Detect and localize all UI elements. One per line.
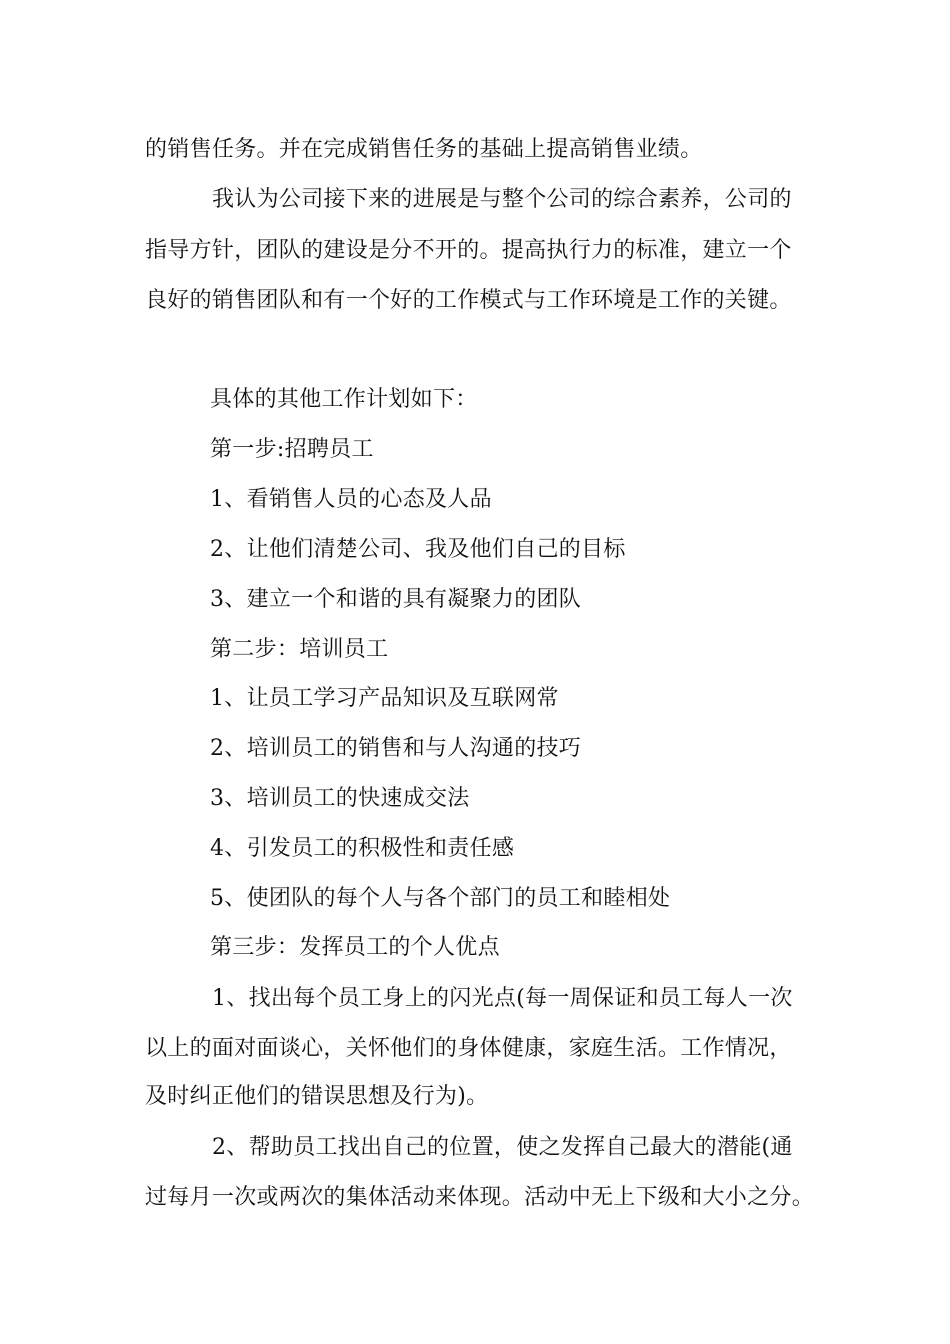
text-line: 2、帮助员工找出自己的位置，使之发挥自己最大的潜能(通 <box>212 1135 793 1160</box>
heading-step-2: 第二步：培训员工 <box>210 637 389 662</box>
heading-step-1: 第一步:招聘员工 <box>210 437 374 462</box>
list-item: 2、让他们清楚公司、我及他们自己的目标 <box>210 537 626 562</box>
text-line: 良好的销售团队和有一个好的工作模式与工作环境是工作的关键。 <box>145 288 792 313</box>
text-line: 1、找出每个员工身上的闪光点(每一周保证和员工每人一次 <box>212 986 793 1011</box>
text-line: 过每月一次或两次的集体活动来体现。活动中无上下级和大小之分。 <box>145 1185 815 1210</box>
list-item: 2、培训员工的销售和与人沟通的技巧 <box>210 736 582 761</box>
heading-step-3: 第三步：发挥员工的个人优点 <box>210 935 500 960</box>
text-line: 指导方针，团队的建设是分不开的。提高执行力的标准，建立一个 <box>145 238 792 263</box>
list-item: 3、培训员工的快速成交法 <box>210 786 470 811</box>
text-line: 的销售任务。并在完成销售任务的基础上提高销售业绩。 <box>145 137 703 162</box>
list-item: 4、引发员工的积极性和责任感 <box>210 836 515 861</box>
list-item: 1、看销售人员的心态及人品 <box>210 487 492 512</box>
text-line: 具体的其他工作计划如下： <box>210 387 478 412</box>
list-item: 3、建立一个和谐的具有凝聚力的团队 <box>210 587 582 612</box>
text-line: 及时纠正他们的错误思想及行为)。 <box>145 1084 489 1109</box>
text-line: 我认为公司接下来的进展是与整个公司的综合素养，公司的 <box>212 187 792 212</box>
list-item: 1、让员工学习产品知识及互联网常 <box>210 686 559 711</box>
text-line: 以上的面对面谈心，关怀他们的身体健康，家庭生活。工作情况， <box>145 1036 792 1061</box>
list-item: 5、使团队的每个人与各个部门的员工和睦相处 <box>210 886 671 911</box>
